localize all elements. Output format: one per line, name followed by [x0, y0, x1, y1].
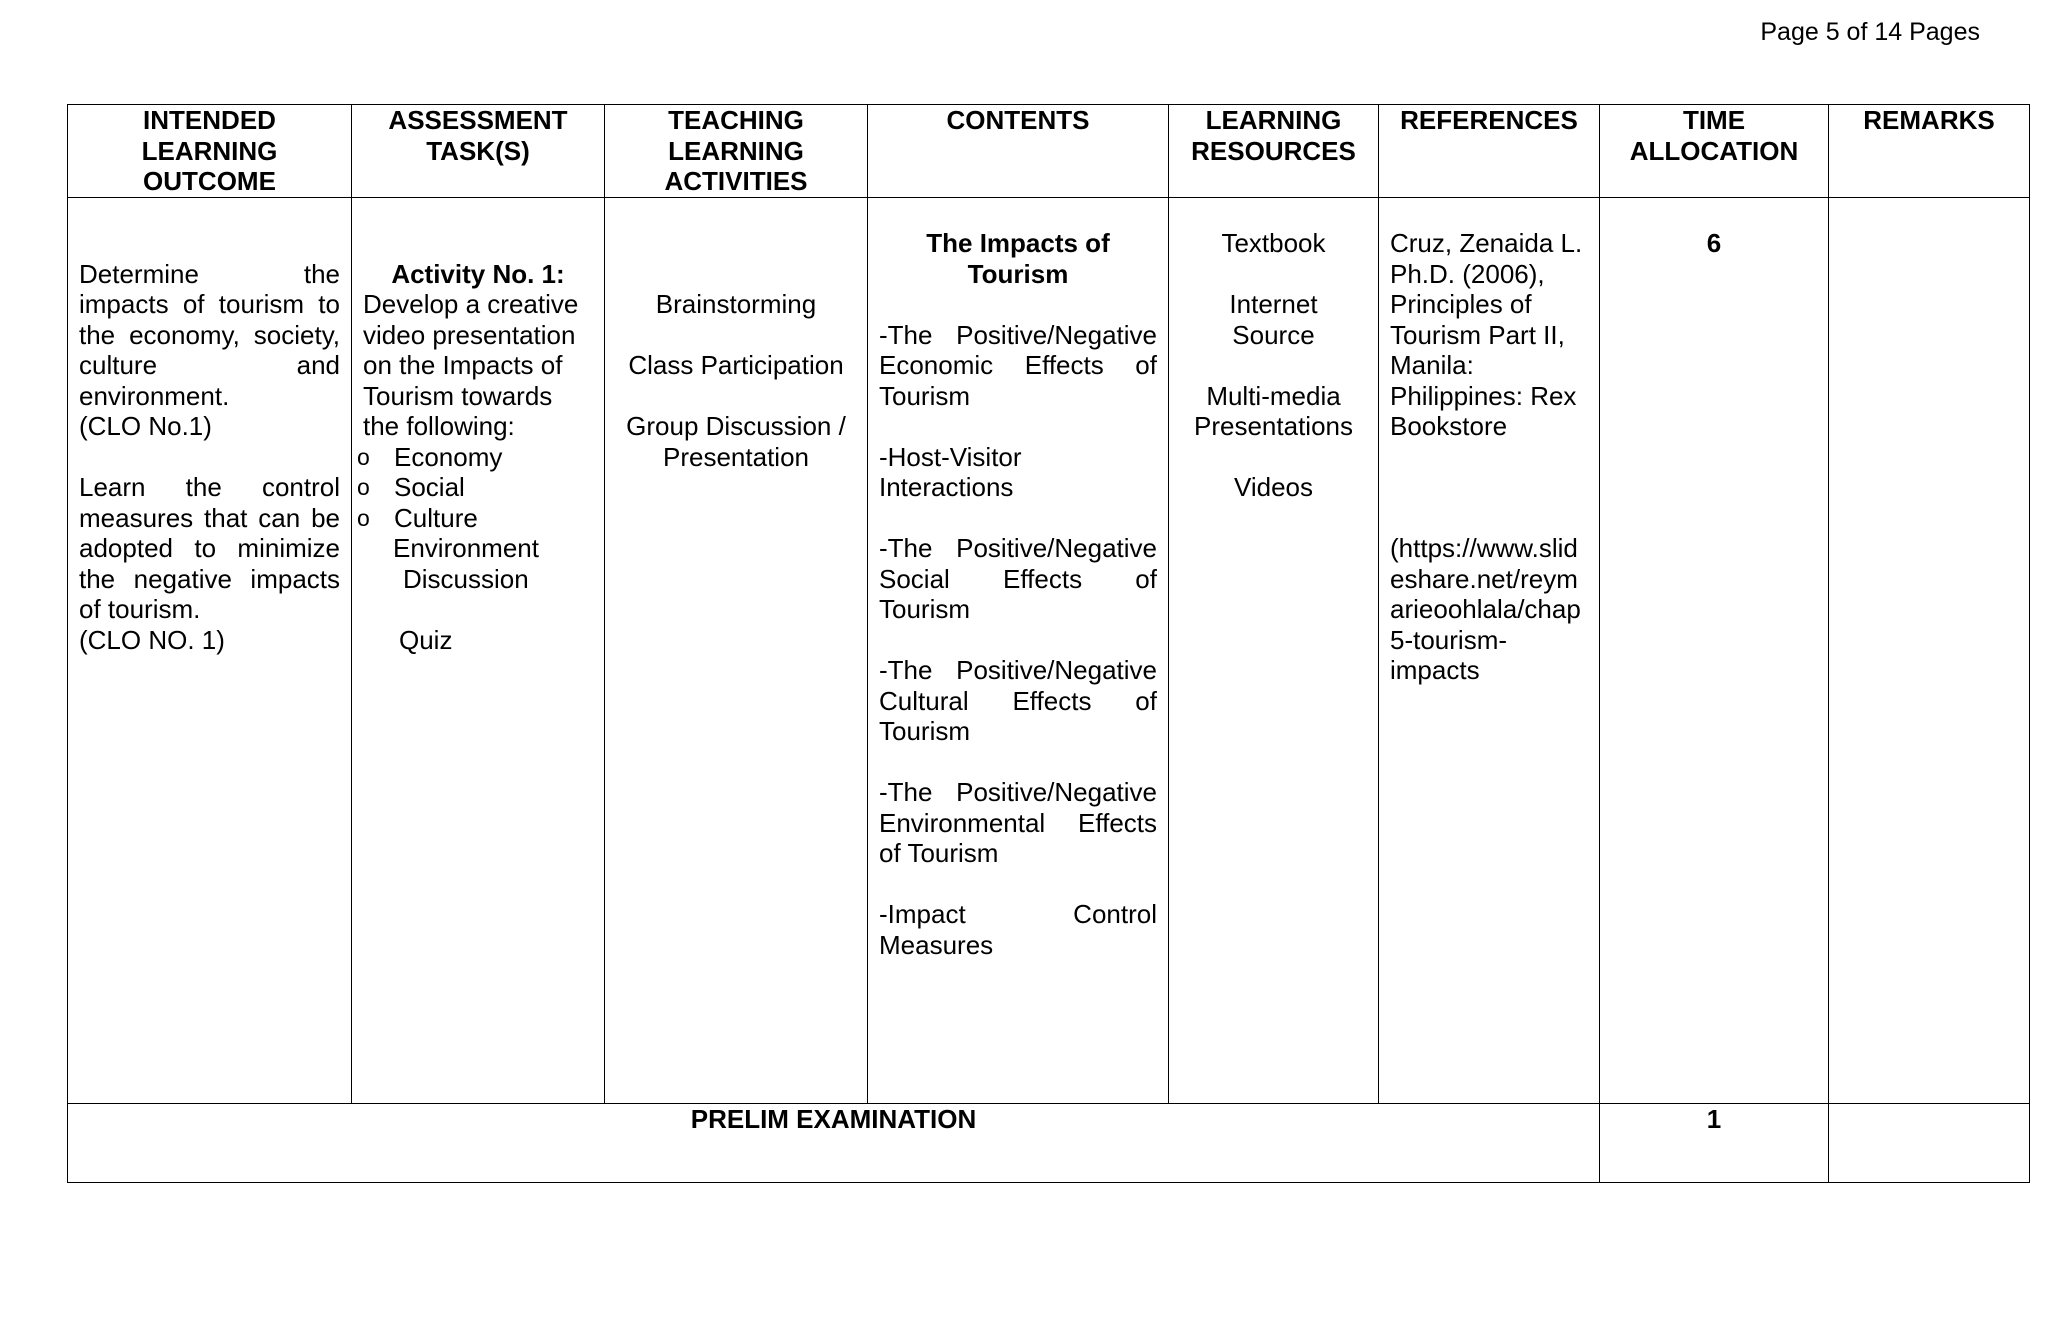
assessment-line: Discussion: [403, 563, 529, 594]
contents-item: -Impact Control Measures: [879, 899, 1157, 960]
bullet-marker: o: [357, 504, 370, 531]
syllabus-table: [67, 104, 2030, 1183]
ilo-line: culture and: [79, 350, 340, 380]
exam-row: [68, 1103, 2030, 1182]
contents-cell: [868, 197, 1169, 1103]
header-resources: LEARNING RESOURCES: [1169, 105, 1379, 198]
contents-item: -The Positive/Negative Economic Effects of Tourism: [879, 319, 1157, 411]
ilo-line: Determine the: [79, 258, 340, 289]
activity-desc-line: the following:: [363, 411, 515, 441]
reference-url-line: eshare.net/reym: [1390, 563, 1578, 594]
time-value: 6: [1706, 228, 1722, 258]
bullet-item: [357, 472, 593, 503]
reference-line: Tourism Part II,: [1390, 319, 1565, 350]
header-references: REFERENCES: [1379, 105, 1600, 198]
activity-title: Activity No. 1:: [391, 258, 565, 289]
reference-line: Principles of: [1390, 289, 1532, 319]
activity-item: Class Participation: [628, 350, 844, 380]
ilo-clo: (CLO No.1): [79, 411, 212, 441]
activity-desc-line: Tourism towards: [363, 380, 553, 411]
bullet-marker: o: [357, 443, 370, 470]
ilo-line: Learn the control: [79, 472, 340, 502]
assessment-cell: [352, 197, 605, 1103]
exam-label: PRELIM EXAMINATION: [68, 1103, 1600, 1182]
exam-remarks: [1829, 1103, 2030, 1182]
bullet-marker: o: [357, 474, 370, 500]
activity-item: Group Discussion /: [626, 411, 846, 441]
exam-time: 1: [1600, 1103, 1829, 1182]
reference-url-line: (https://www.slid: [1390, 533, 1578, 563]
reference-line: Bookstore: [1390, 411, 1508, 441]
reference-line: Manila:: [1390, 350, 1474, 380]
header-time: TIME ALLOCATION: [1600, 105, 1829, 198]
ilo-clo: (CLO NO. 1): [79, 624, 225, 655]
ilo-line: the economy, society,: [79, 319, 340, 350]
resource-item: Videos: [1233, 472, 1314, 502]
resource-item: Internet Source: [1229, 289, 1318, 350]
contents-title: The Impacts of Tourism: [926, 228, 1110, 289]
activities-cell: [605, 197, 868, 1103]
header-assessment: ASSESSMENT TASK(S): [352, 105, 605, 198]
header-ilo: INTENDED LEARNING OUTCOME: [68, 105, 352, 198]
activity-item: Presentation: [663, 441, 809, 472]
ilo-line: impacts of tourism to: [79, 289, 340, 319]
reference-line: Philippines: Rex: [1390, 380, 1577, 411]
header-row: [68, 105, 2030, 198]
ilo-line: of tourism.: [79, 594, 201, 624]
activity-desc-line: video presentation: [363, 319, 576, 350]
bullet-item: [357, 441, 593, 473]
reference-line: Cruz, Zenaida L.: [1390, 228, 1583, 258]
ilo-line: environment.: [79, 380, 230, 411]
header-tla: TEACHING LEARNING ACTIVITIES: [605, 105, 868, 198]
header-remarks: REMARKS: [1829, 105, 2030, 198]
resource-item: Multi-media Presentations: [1194, 380, 1353, 441]
ilo-line: adopted to minimize: [79, 533, 340, 563]
page-number: Page 5 of 14 Pages: [1760, 18, 1980, 46]
ilo-line: measures that can be: [79, 502, 340, 533]
header-contents: CONTENTS: [868, 105, 1169, 198]
contents-item: -The Positive/Negative Cultural Effects of Tourism: [879, 655, 1157, 746]
week-row: [68, 197, 2030, 1103]
contents-item: -The Positive/Negative Environmental Effects of Tourism: [879, 777, 1157, 868]
references-cell: [1379, 197, 1600, 1103]
contents-item: -The Positive/Negative Social Effects of Tourism: [879, 533, 1157, 624]
reference-line: Ph.D. (2006),: [1390, 258, 1545, 289]
activity-desc-line: on the Impacts of: [363, 350, 563, 380]
bullet-item: [357, 502, 593, 534]
activity-item: Brainstorming: [655, 289, 817, 319]
activity-desc-line: Develop a creative: [363, 289, 579, 319]
reference-url-line: impacts: [1390, 655, 1480, 685]
resource-item: Textbook: [1221, 228, 1326, 258]
remarks-cell: [1829, 197, 2030, 1103]
contents-item: -Host-Visitor Interactions: [879, 441, 1022, 502]
resources-cell: [1169, 197, 1379, 1103]
bullet-text: Culture: [394, 502, 478, 533]
assessment-line: Environment: [393, 533, 539, 563]
ilo-line: the negative impacts: [79, 563, 340, 594]
time-cell: [1600, 197, 1829, 1103]
bullet-text: Economy: [394, 441, 503, 472]
assessment-quiz: Quiz: [399, 624, 453, 655]
ilo-cell: [68, 197, 352, 1103]
reference-url-line: 5-tourism-: [1390, 624, 1508, 655]
bullet-text: Social: [394, 472, 465, 502]
reference-url-line: arieoohlala/chap: [1390, 594, 1581, 624]
